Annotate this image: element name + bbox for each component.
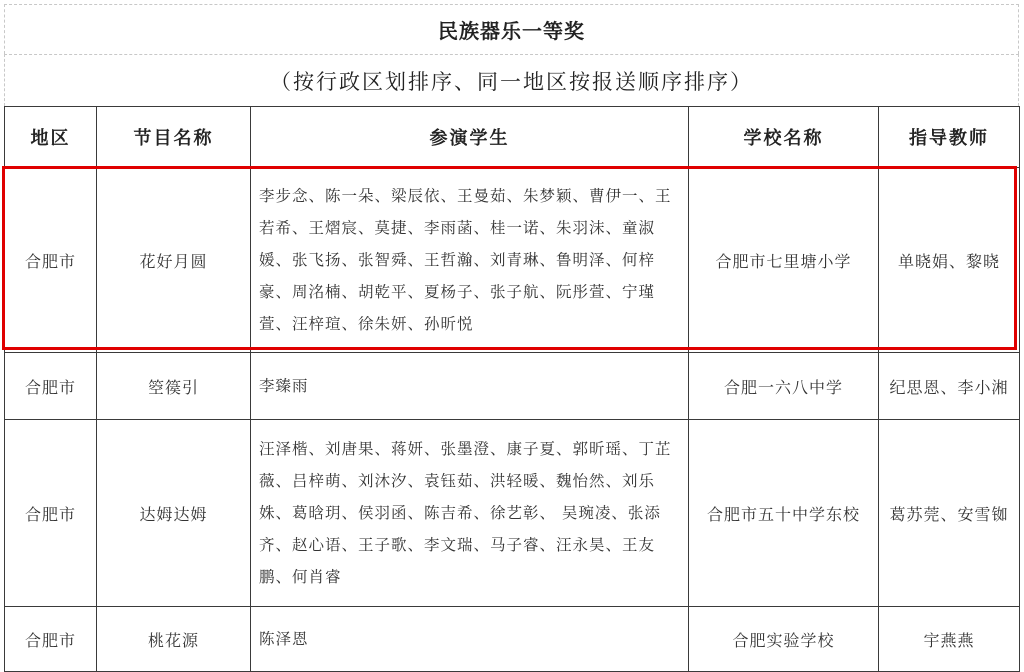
header-region: 地区 <box>5 107 97 168</box>
header-program: 节目名称 <box>97 107 251 168</box>
students-cell: 陈泽恩 <box>251 607 689 672</box>
table-row <box>5 607 1020 672</box>
teacher-cell: 葛苏莞、安雪铷 <box>879 420 1020 607</box>
students-cell: 李步念、陈一朵、梁辰依、王曼茹、朱梦颖、曹伊一、王若希、王熠宸、莫捷、李雨菡、桂一诺、朱羽沫、童淑媛、张飞扬、张智舜、王哲瀚、刘青琳、鲁明泽、何梓豪、周洺楠、胡乾平、夏杨子、张子航、阮彤萱、宁瑾萱、汪梓瑄、徐朱妍、孙昕悦 <box>251 168 689 353</box>
header-teacher: 指导教师 <box>879 107 1020 168</box>
region-cell: 合肥市 <box>5 420 97 607</box>
region-cell: 合肥市 <box>5 607 97 672</box>
school-cell: 合肥实验学校 <box>689 607 879 672</box>
program-cell: 达姆达姆 <box>97 420 251 607</box>
students-cell: 李臻雨 <box>251 353 689 420</box>
region-cell: 合肥市 <box>5 353 97 420</box>
school-cell: 合肥市七里塘小学 <box>689 168 879 353</box>
program-cell: 桃花源 <box>97 607 251 672</box>
school-cell: 合肥一六八中学 <box>689 353 879 420</box>
page-title: 民族器乐一等奖 <box>4 4 1019 54</box>
teacher-cell: 纪思恩、李小湘 <box>879 353 1020 420</box>
table-header-row <box>5 107 1020 168</box>
award-table <box>4 106 1020 672</box>
region-cell: 合肥市 <box>5 168 97 353</box>
table-row <box>5 353 1020 420</box>
teacher-cell: 宇燕燕 <box>879 607 1020 672</box>
header-school: 学校名称 <box>689 107 879 168</box>
page-subtitle: （按行政区划排序、同一地区按报送顺序排序） <box>4 54 1019 106</box>
table-row <box>5 168 1020 353</box>
program-cell: 花好月圆 <box>97 168 251 353</box>
school-cell: 合肥市五十中学东校 <box>689 420 879 607</box>
table-row <box>5 420 1020 607</box>
teacher-cell: 单晓娟、黎晓 <box>879 168 1020 353</box>
students-cell: 汪泽楷、刘唐果、蒋妍、张墨澄、康子夏、郭昕瑶、丁芷薇、吕梓萌、刘沐汐、袁钰茹、洪轻暖、魏怡然、刘乐姝、葛晗玥、侯羽函、陈吉希、徐艺彰、 吴琬凌、张添齐、赵心语、王子歌、李文瑞、马子睿、汪永昊、王友鹏、何肖睿 <box>251 420 689 607</box>
header-students: 参演学生 <box>251 107 689 168</box>
program-cell: 箜篌引 <box>97 353 251 420</box>
